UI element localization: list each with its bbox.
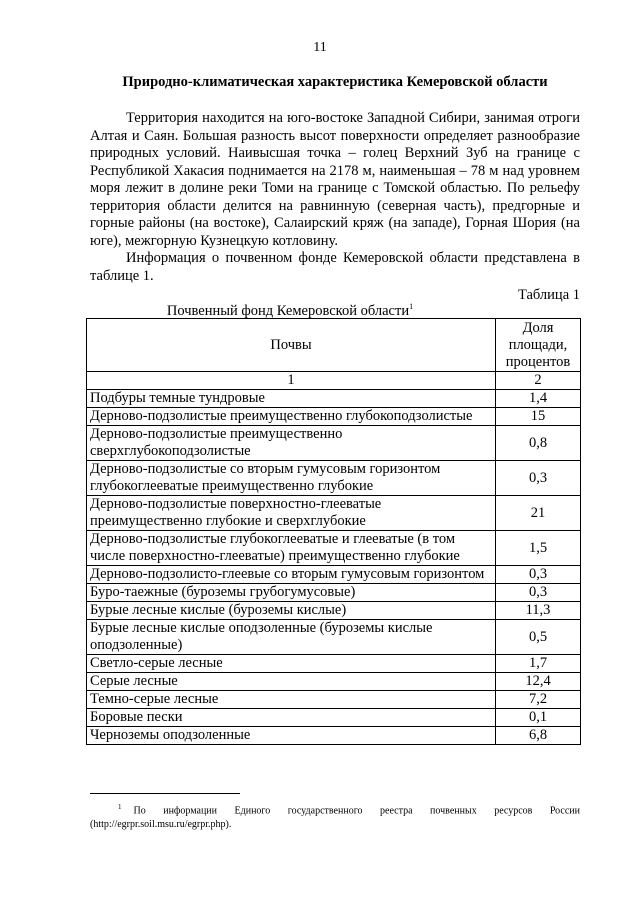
soil-type-cell: Дерново-подзолистые поверхностно-глееватые преимущественно глубокие и сверхглубокие xyxy=(87,496,496,531)
soil-type-cell: Буро-таежные (буроземы грубогумусовые) xyxy=(87,584,496,602)
share-cell: 11,3 xyxy=(496,602,581,620)
table-row xyxy=(87,461,581,496)
share-cell: 7,2 xyxy=(496,691,581,709)
soil-type-cell: Дерново-подзолистые со вторым гумусовым горизонтом глубокоглееватые преимущественно глубокие xyxy=(87,461,496,496)
share-cell: 0,1 xyxy=(496,709,581,727)
soil-fund-table xyxy=(86,318,581,745)
table-row xyxy=(87,426,581,461)
soil-type-cell: Боровые пески xyxy=(87,709,496,727)
soil-type-cell: Подбуры темные тундровые xyxy=(87,390,496,408)
table-header-row xyxy=(87,319,581,372)
soil-type-cell: Дерново-подзолистые преимущественно сверхглубокоподзолистые xyxy=(87,426,496,461)
soil-type-cell: Бурые лесные кислые (буроземы кислые) xyxy=(87,602,496,620)
footnote-mark: 1 xyxy=(118,803,122,811)
share-cell: 0,3 xyxy=(496,584,581,602)
table-row xyxy=(87,408,581,426)
table-row xyxy=(87,531,581,566)
soil-type-cell: Бурые лесные кислые оподзоленные (буроземы кислые оподзоленные) xyxy=(87,620,496,655)
share-cell: 0,8 xyxy=(496,426,581,461)
share-cell: 0,3 xyxy=(496,461,581,496)
share-cell: 0,5 xyxy=(496,620,581,655)
footnote-reference: 1 xyxy=(409,302,414,312)
paragraph: Территория находится на юго-востоке Западной Сибири, занимая отроги Алтая и Саян. Большая разность высот поверхности определяет разнообразие природных условий. Наивысшая точка – голец Верхний Зуб на границе с Республикой Хакасия поднимается на 2178 м, наименьшая – 78 м над уровнем моря лежит в долине реки Томи на границе с Томской областью. По рельефу территория области делится на равнинную (северная часть), предгорные и горные районы (на востоке), Салаирский кряж (на западе), Горная Шория (на юге), межгорную Кузнецкую котловину. xyxy=(90,110,580,249)
share-cell: 1,5 xyxy=(496,531,581,566)
soil-type-cell: Дерново-подзолистые глубокоглееватые и глееватые (в том числе поверхностно-глееватые) преимущественно глубокие xyxy=(87,531,496,566)
soil-type-cell: Дерново-подзолистые преимущественно глубокоподзолистые xyxy=(87,408,496,426)
page-number: 11 xyxy=(313,40,327,55)
table-row xyxy=(87,566,581,584)
share-cell: 1,7 xyxy=(496,655,581,673)
column-number: 2 xyxy=(496,372,581,390)
table-row xyxy=(87,691,581,709)
footnote-line xyxy=(90,800,580,818)
footnote-line: (http://egrpr.soil.msu.ru/egrpr.php). xyxy=(90,819,232,831)
paragraph: Информация о почвенном фонде Кемеровской области представлена в таблице 1. xyxy=(90,250,580,284)
share-cell: 12,4 xyxy=(496,673,581,691)
table-row xyxy=(87,390,581,408)
table-row xyxy=(87,655,581,673)
column-number: 1 xyxy=(87,372,496,390)
page-title: Природно-климатическая характеристика Кемеровской области xyxy=(122,74,548,90)
soil-type-cell: Дерново-подзолисто-глеевые со вторым гумусовым горизонтом xyxy=(87,566,496,584)
soil-type-cell: Темно-серые лесные xyxy=(87,691,496,709)
share-cell: 0,3 xyxy=(496,566,581,584)
table-label: Таблица 1 xyxy=(517,287,580,303)
table-row xyxy=(87,673,581,691)
table-row xyxy=(87,584,581,602)
table-row xyxy=(87,496,581,531)
table-row xyxy=(87,709,581,727)
share-cell: 21 xyxy=(496,496,581,531)
table-row xyxy=(87,727,581,745)
footnote xyxy=(90,800,580,832)
share-cell: 15 xyxy=(496,408,581,426)
column-number-row xyxy=(87,372,581,390)
share-cell: 1,4 xyxy=(496,390,581,408)
table-row xyxy=(87,620,581,655)
soil-type-cell: Светло-серые лесные xyxy=(87,655,496,673)
share-cell: 6,8 xyxy=(496,727,581,745)
soil-type-cell: Черноземы оподзоленные xyxy=(87,727,496,745)
table-caption-text: Почвенный фонд Кемеровской области xyxy=(166,303,410,319)
footnote-text: По информации Единого государственного реестра почвенных ресурсов России xyxy=(133,805,580,817)
body-text xyxy=(90,110,580,285)
footnote-divider xyxy=(90,793,240,794)
header-soils: Почвы xyxy=(87,319,496,372)
soil-type-cell: Серые лесные xyxy=(87,673,496,691)
header-share: Доля площади, процентов xyxy=(496,319,581,372)
table-row xyxy=(87,602,581,620)
